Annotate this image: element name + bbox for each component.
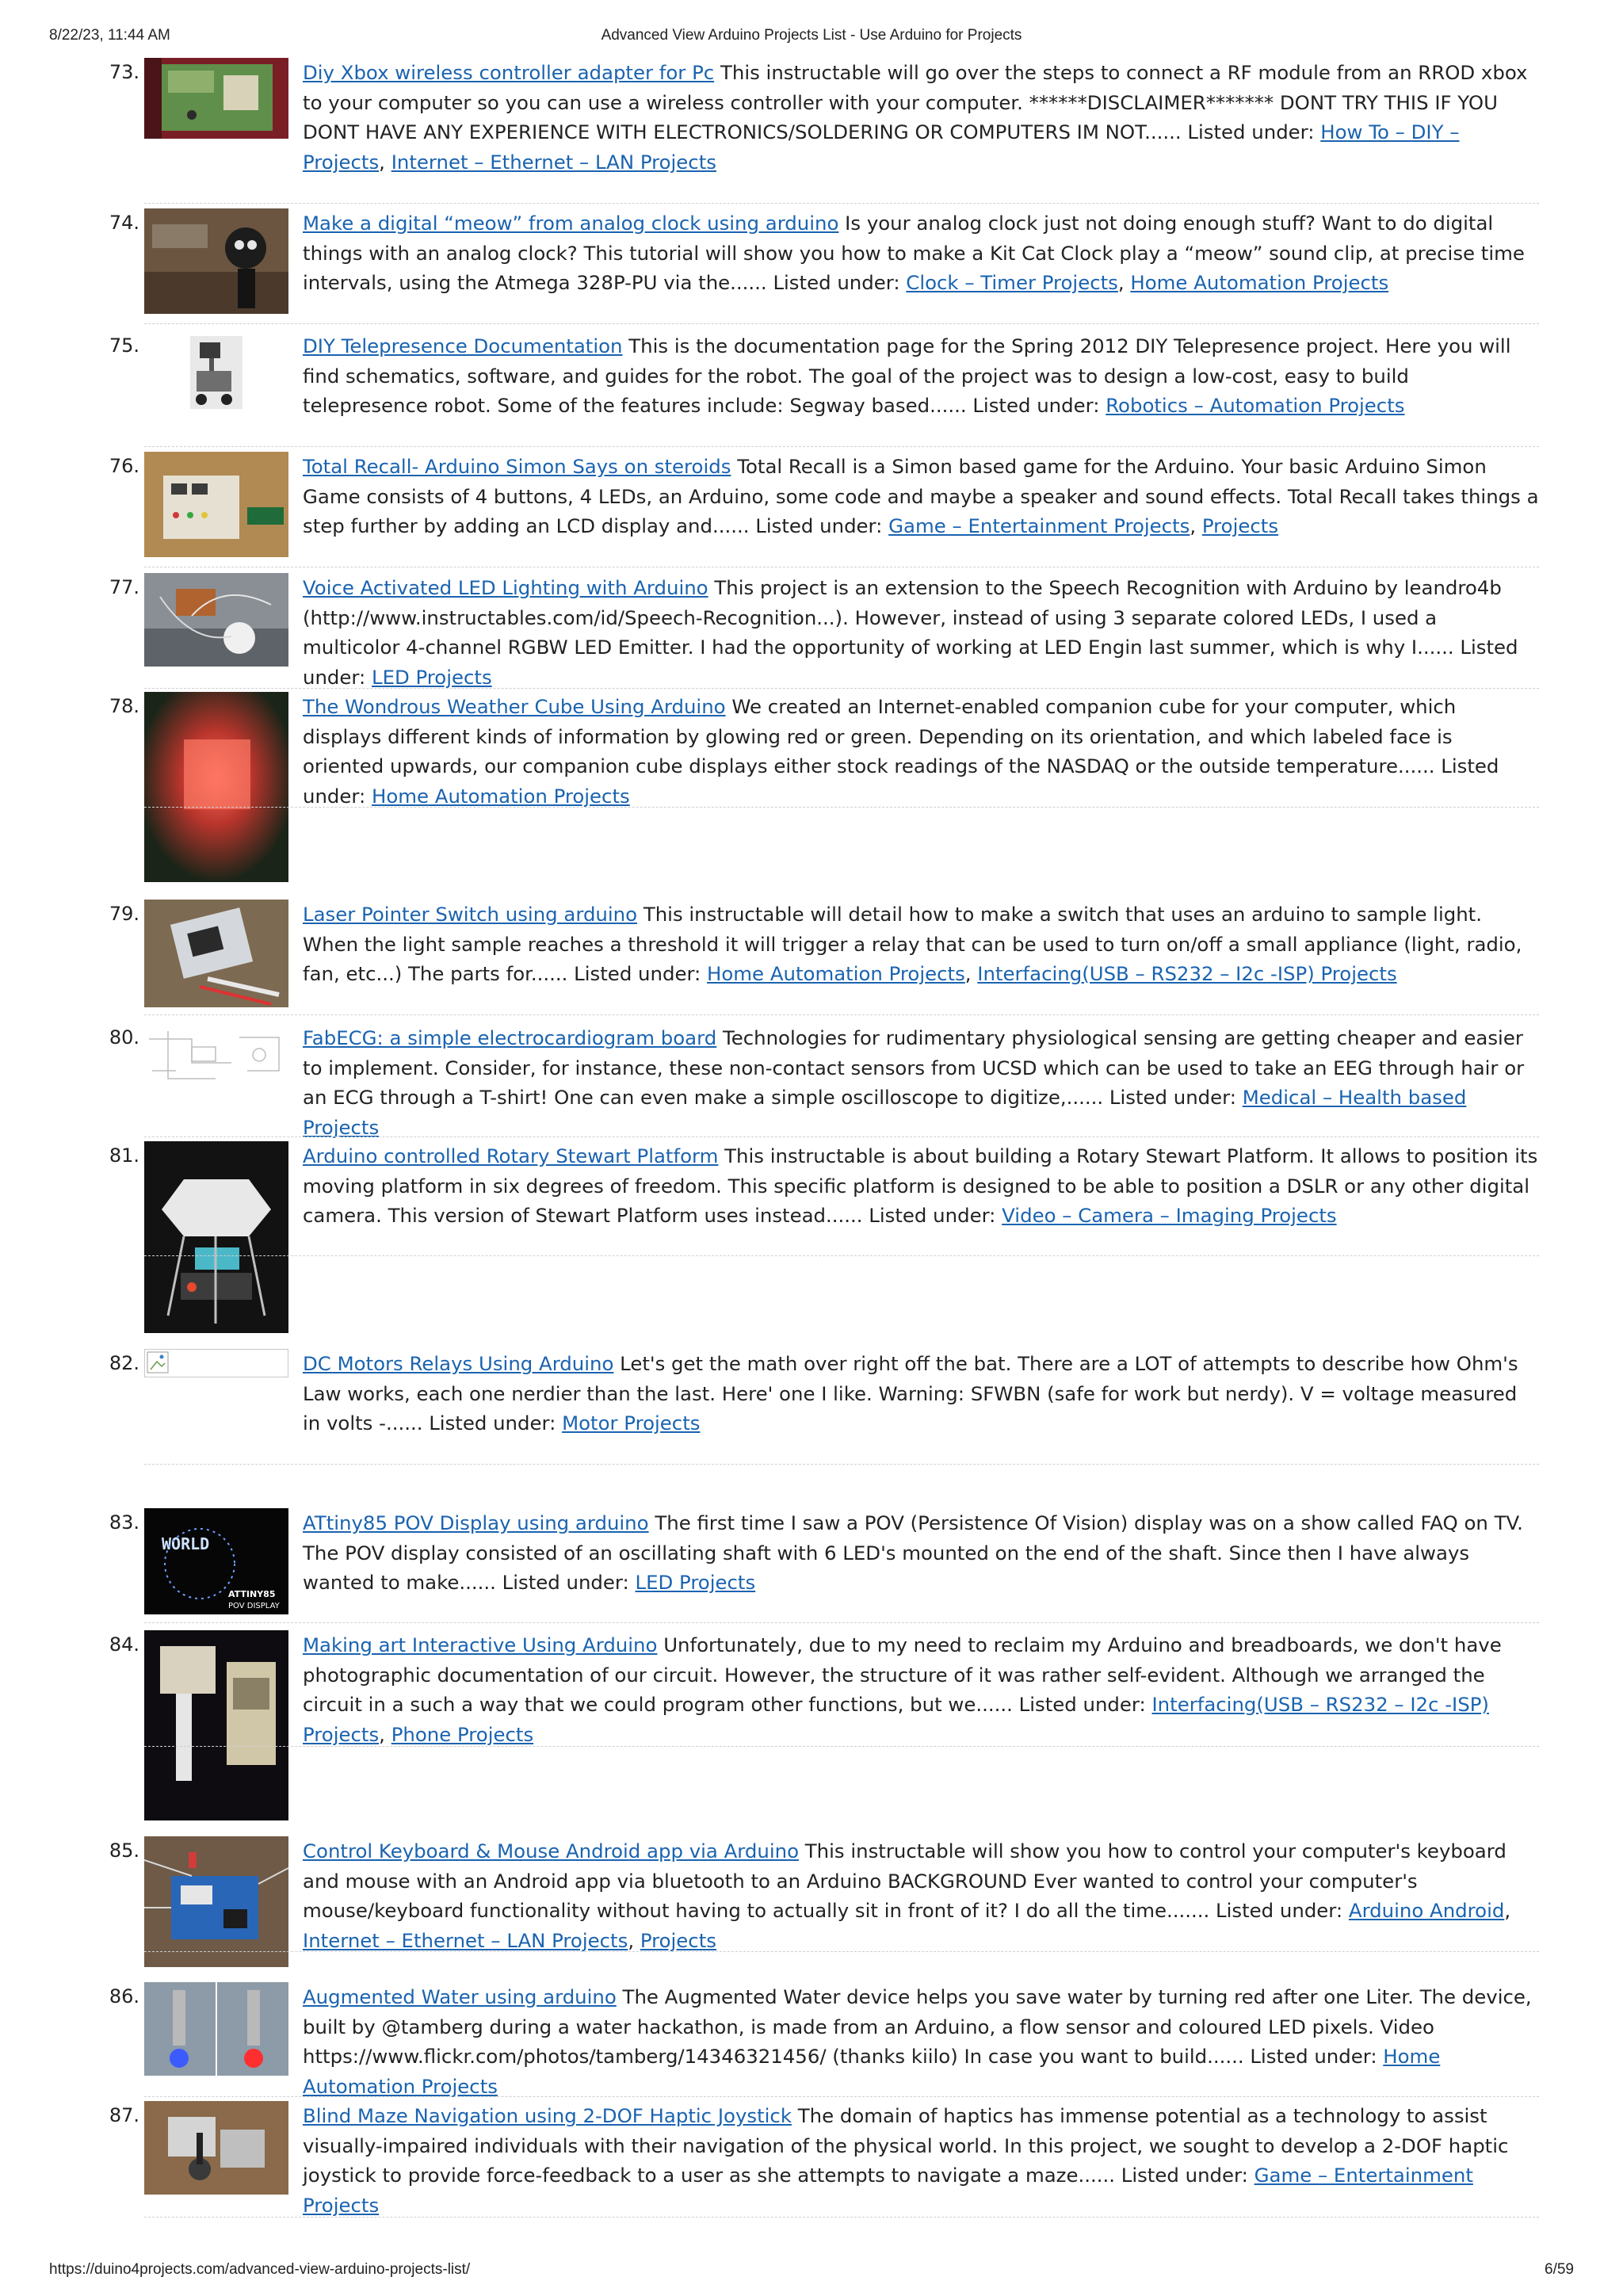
item-number: 83. (109, 1511, 139, 1534)
page-number: 6/59 (1545, 2261, 1574, 2278)
project-thumbnail[interactable] (144, 1836, 288, 1967)
category-link[interactable]: How To – DIY – Projects (303, 120, 1460, 174)
item-separator (144, 1622, 1539, 1623)
project-link[interactable]: Laser Pointer Switch using arduino (303, 903, 638, 926)
project-link[interactable]: Make a digital “meow” from analog clock using arduino (303, 212, 839, 235)
item-text (303, 2101, 1539, 2220)
category-link[interactable]: Internet – Ethernet – LAN Projects (303, 1928, 628, 1952)
project-link[interactable]: DIY Telepresence Documentation (303, 334, 623, 357)
category-link[interactable]: Arduino Android (1348, 1899, 1505, 1922)
pov-letter: WORLD (162, 1534, 210, 1553)
item-text (303, 692, 1539, 811)
category-link[interactable]: Interfacing(USB – RS232 – I2c -ISP) Projects (977, 962, 1397, 985)
print-datetime: 8/22/23, 11:44 AM (49, 27, 170, 44)
item-number: 81. (109, 1144, 139, 1167)
category-link[interactable]: Video – Camera – Imaging Projects (1002, 1204, 1337, 1227)
item-number: 86. (109, 1985, 139, 2008)
item-text (303, 1982, 1539, 2101)
project-description: Unfortunately, due to my need to reclaim my Arduino and breadboards, we don't have photographic documentation of our circuit. However, the structure of it was rather self-evident. Although we arranged the circuit in a such a way that we could program other functions, but we...... Listed under: (303, 1633, 1502, 1716)
project-description: The domain of haptics has immense potential as a technology to assist visually-impaired individuals with their navigation of the physical world. In this project, we sought to develop a 2-DOF haptic joystick to provide force-feedback to a user as she attempts to navigate a maze...... Listed under: (303, 2104, 1509, 2187)
category-link[interactable]: Motor Projects (562, 1412, 701, 1435)
category-separator: , (379, 150, 391, 174)
project-thumbnail[interactable] (144, 2101, 288, 2195)
category-link[interactable]: Interfacing(USB – RS232 – I2c -ISP) Projects (303, 1693, 1489, 1746)
item-number: 75. (109, 334, 139, 357)
project-thumbnail[interactable] (144, 452, 288, 557)
project-link[interactable]: FabECG: a simple electrocardiogram board (303, 1026, 717, 1049)
project-thumbnail[interactable] (144, 1349, 288, 1377)
category-link[interactable]: Phone Projects (391, 1722, 534, 1746)
item-separator (144, 323, 1539, 324)
item-text (303, 1836, 1539, 1955)
item-text (303, 573, 1539, 692)
project-thumbnail[interactable] (144, 331, 288, 412)
project-description: This instructable will show you how to control your computer's keyboard and mouse with an Android app via bluetooth to an Arduino BACKGROUND Ever wanted to control your computer's mouse/keyboard functionality without having to actually sit in front of it? I do all the time....... Listed under: (303, 1839, 1507, 1922)
project-link[interactable]: Arduino controlled Rotary Stewart Platform (303, 1144, 719, 1167)
project-link[interactable]: Total Recall- Arduino Simon Says on steroids (303, 455, 731, 478)
project-description: This is the documentation page for the Spring 2012 DIY Telepresence project. Here you will find schematics, software, and guides for the robot. The goal of the project was to design a low-cost, easy to build telepresence robot. Some of the features include: Segway based...... Listed under: (303, 334, 1511, 417)
project-thumbnail[interactable] (144, 692, 288, 882)
project-thumbnail[interactable] (144, 1508, 288, 1614)
project-thumbnail[interactable] (144, 1982, 288, 2076)
project-thumbnail[interactable] (144, 58, 288, 139)
item-text (303, 1023, 1539, 1142)
print-page-title: Advanced View Arduino Projects List - Use Arduino for Projects (601, 27, 1022, 44)
item-number: 84. (109, 1633, 139, 1656)
item-number: 80. (109, 1026, 139, 1049)
category-link[interactable]: Game – Entertainment Projects (888, 514, 1190, 537)
item-number: 79. (109, 903, 139, 925)
print-url: https://duino4projects.com/advanced-view-arduino-projects-list/ (49, 2261, 471, 2278)
item-text (303, 1349, 1539, 1438)
item-text (303, 452, 1539, 541)
category-separator: , (1117, 271, 1131, 294)
category-link[interactable]: Projects (640, 1928, 716, 1952)
project-thumbnail[interactable] (144, 1141, 288, 1333)
category-link[interactable]: Robotics – Automation Projects (1106, 394, 1405, 417)
project-thumbnail[interactable] (144, 1630, 288, 1820)
project-description: The first time I saw a POV (Persistence Of Vision) display was on a show called FAQ on TV. The POV display consisted of an oscillating shaft with 6 LED's mounted on the end of the shaft. Since then I have always wanted to make...... Listed under: (303, 1511, 1523, 1594)
category-link[interactable]: Home Automation Projects (707, 962, 965, 985)
project-thumbnail[interactable] (144, 900, 288, 1007)
item-text (303, 208, 1539, 298)
category-link[interactable]: Medical – Health based Projects (303, 1086, 1467, 1139)
item-separator (144, 203, 1539, 204)
category-link[interactable]: Home Automation Projects (1130, 271, 1389, 294)
project-description: We created an Internet-enabled companion cube for your computer, which displays different kinds of information by glowing red or green. Depending on its orientation, and which labeled face is oriented upwards, our companion cube displays either stock readings of the NASDAQ or the outside temperature...... Listed under: (303, 695, 1499, 808)
thumbnail-caption: POV DISPLAY (228, 1602, 280, 1610)
item-separator (144, 1464, 1539, 1465)
project-description: Is your analog clock just not doing enough stuff? Want to do digital things with an analog clock? This tutorial will show you how to make a Kit Cat Clock play a “meow” sound clip, at precise time intervals, using the Atmega 328P-PU via the...... Listed under: (303, 212, 1525, 294)
item-separator (144, 688, 1539, 689)
item-separator (144, 446, 1539, 447)
project-link[interactable]: Voice Activated LED Lighting with Arduino (303, 576, 708, 599)
project-description: This instructable will detail how to make a switch that uses an arduino to sample light. When the light sample reaches a threshold it will trigger a relay that can be used to turn on/off a small appliance (light, radio, fan, etc...) The parts for...... Listed under: (303, 903, 1522, 985)
thumbnail-caption: ATTINY85 (228, 1589, 276, 1599)
item-number: 87. (109, 2104, 139, 2126)
item-text (303, 1508, 1539, 1598)
project-link[interactable]: Blind Maze Navigation using 2-DOF Haptic Joystick (303, 2104, 792, 2127)
item-text (303, 331, 1539, 421)
project-link[interactable]: Diy Xbox wireless controller adapter for Pc (303, 61, 715, 84)
project-description: The Augmented Water device helps you save water by turning red after one Liter. The device, built by @tamberg during a water hackathon, is made from an Arduino, a flow sensor and coloured LED pixels. Video https://www.flickr.com/photos/tamberg/14346321456/ (thanks kiilo) In case you want to build...... Listed under: (303, 1985, 1532, 2068)
item-number: 74. (109, 212, 139, 234)
category-link[interactable]: Home Automation Projects (303, 2045, 1441, 2098)
project-link[interactable]: Making art Interactive Using Arduino (303, 1633, 658, 1656)
project-link[interactable]: The Wondrous Weather Cube Using Arduino (303, 695, 726, 718)
item-separator (144, 1014, 1539, 1015)
project-link[interactable]: Control Keyboard & Mouse Android app via Arduino (303, 1839, 799, 1862)
item-text (303, 1141, 1539, 1231)
category-separator: , (628, 1928, 640, 1952)
item-separator (144, 807, 1539, 808)
item-text (303, 1630, 1539, 1749)
category-link[interactable]: LED Projects (371, 665, 492, 689)
item-text (303, 900, 1539, 989)
project-link[interactable]: ATtiny85 POV Display using arduino (303, 1511, 649, 1534)
category-separator: , (1190, 514, 1202, 537)
project-description: Total Recall is a Simon based game for the Arduino. Your basic Arduino Simon Game consists of 4 buttons, 4 LEDs, an Arduino, some code and maybe a speaker and sound effects. Total Recall takes things a step further by adding an LCD display and...... Listed under: (303, 455, 1539, 537)
item-number: 73. (109, 61, 139, 83)
project-link[interactable]: DC Motors Relays Using Arduino (303, 1352, 614, 1375)
item-separator (144, 1951, 1539, 1952)
item-number: 77. (109, 576, 139, 598)
project-link[interactable]: Augmented Water using arduino (303, 1985, 617, 2008)
category-link[interactable]: LED Projects (635, 1571, 756, 1594)
category-separator: , (1504, 1899, 1511, 1922)
project-description: Let's get the math over right off the bat. There are a LOT of attempts to describe how Ohm's Law works, each one nerdier than the last. Here' one I like. Warning: SFWBN (safe for work but nerdy). V = voltage measured in volts -...... Listed under: (303, 1352, 1518, 1435)
project-thumbnail[interactable] (144, 573, 288, 667)
item-separator (144, 1255, 1539, 1256)
category-link[interactable]: Internet – Ethernet – LAN Projects (391, 150, 716, 174)
project-thumbnail[interactable] (144, 208, 288, 314)
project-description: This instructable will go over the steps to connect a RF module from an RROD xbox to your computer so you can use a wireless controller with your computer. ******DISCLAIMER******* DONT TRY THIS IF YOU DONT HAVE ANY EXPERIENCE WITH ELECTRONICS/SOLDERING OR COMPUTERS IM NOT...... Listed under: (303, 61, 1528, 143)
item-separator (144, 2217, 1539, 2218)
project-description: This project is an extension to the Speech Recognition with Arduino by leandro4b (http://www.instructables.com/id/Speech-Recognition...). However, instead of using 3 separate colored LEDs, I used a multicolor 4-channel RGBW LED Emitter. I had the opportunity of working at LED Engin last summer, which is why I...... Listed under: (303, 576, 1518, 689)
item-separator (144, 2096, 1539, 2097)
project-description: Technologies for rudimentary physiological sensing are getting cheaper and easier to implement. Consider, for instance, these non-contact sensors from UCSD which can be used to take an EEG through hair or an ECG through a T-shirt! One can even make a simple oscilloscope to digitize,...... Listed under: (303, 1026, 1525, 1109)
item-number: 76. (109, 455, 139, 477)
item-number: 82. (109, 1352, 139, 1374)
project-thumbnail[interactable] (144, 1023, 288, 1093)
item-number: 78. (109, 695, 139, 717)
item-text (303, 58, 1539, 177)
item-separator (144, 1746, 1539, 1747)
category-link[interactable]: Clock – Timer Projects (906, 271, 1118, 294)
category-link[interactable]: Game – Entertainment Projects (303, 2164, 1473, 2217)
project-description: This instructable is about building a Rotary Stewart Platform. It allows to position its moving platform in six degrees of freedom. This specific platform is designed to be able to position a DSLR or any other digital camera. This version of Stewart Platform uses instead...... Listed under: (303, 1144, 1538, 1227)
category-link[interactable]: Projects (1201, 514, 1279, 537)
category-link[interactable]: Home Automation Projects (371, 784, 630, 808)
category-separator: , (379, 1722, 391, 1746)
item-number: 85. (109, 1839, 139, 1862)
category-separator: , (964, 962, 978, 985)
